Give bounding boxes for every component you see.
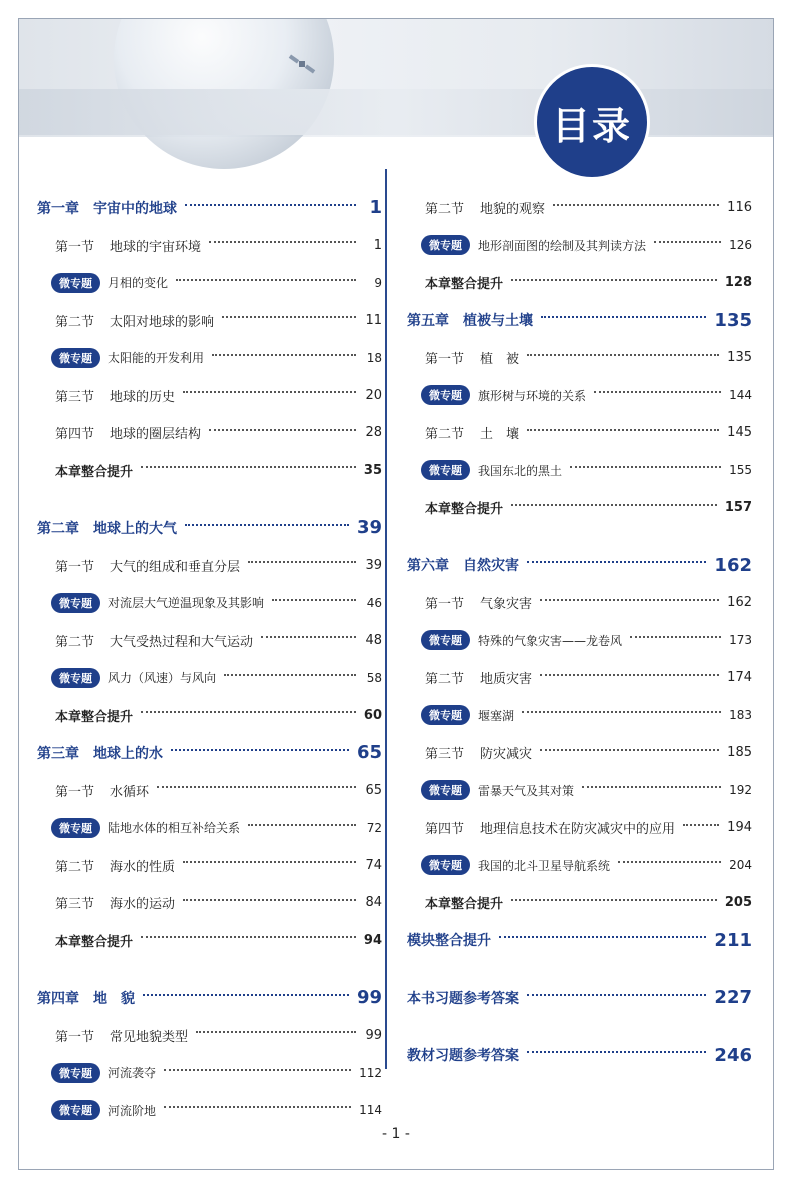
toc-page-number: 39 (365, 557, 382, 573)
toc-entry-topic[interactable] (37, 809, 382, 847)
dot-leader (527, 1051, 706, 1053)
toc-entry-summary[interactable] (407, 264, 752, 302)
micro-topic-badge: 微专题 (421, 235, 470, 255)
toc-entry-title: 对流层大气逆温现象及其影响 (108, 596, 265, 611)
toc-page-number: 99 (356, 987, 382, 1009)
toc-entry-title: 模块整合提升 (407, 933, 491, 950)
toc-entry-topic[interactable] (407, 622, 752, 660)
toc-entry-section[interactable] (37, 377, 382, 415)
micro-topic-badge: 微专题 (51, 1100, 100, 1120)
toc-entry-summary[interactable] (407, 489, 752, 527)
toc-entry-topic[interactable] (407, 772, 752, 810)
toc-page-number: 204 (729, 858, 752, 873)
toc-entry-section[interactable] (407, 809, 752, 847)
toc-entry-topic[interactable] (407, 697, 752, 735)
toc-page-number: 183 (729, 708, 752, 723)
dot-leader (527, 354, 719, 356)
toc-page-number: 20 (365, 387, 382, 403)
toc-page-number: 58 (366, 670, 382, 685)
toc-page-number: 48 (365, 632, 382, 648)
micro-topic-badge: 微专题 (51, 593, 100, 613)
toc-page-number: 60 (363, 707, 382, 723)
toc-page-number: 1 (373, 237, 382, 253)
micro-topic-badge: 微专题 (51, 1063, 100, 1083)
toc-page-number: 99 (365, 1027, 382, 1043)
toc-entry-summary[interactable] (407, 884, 752, 922)
toc-entry-topic[interactable] (37, 1092, 382, 1130)
column-divider (385, 169, 387, 1069)
dot-leader (553, 204, 719, 206)
toc-entry-chapter[interactable] (407, 547, 752, 585)
spacer (407, 1017, 752, 1037)
toc-entry-topic[interactable] (407, 847, 752, 885)
toc-entry-title: 地球的圈层结构 (110, 427, 202, 443)
section-number: 第三节 (425, 747, 465, 763)
toc-page-number: 1 (369, 197, 382, 219)
dot-leader (248, 824, 356, 826)
toc-entry-title: 气象灾害 (480, 597, 533, 613)
toc-entry-title: 常见地貌类型 (110, 1029, 189, 1045)
toc-page-number: 135 (727, 350, 752, 366)
toc-entry-topic[interactable] (407, 377, 752, 415)
toc-page-number: 39 (356, 517, 382, 539)
toc-entry-chapter[interactable] (407, 1037, 752, 1075)
toc-entry-title: 第四章 地 貌 (37, 990, 135, 1007)
toc-page-number: 128 (724, 275, 752, 291)
toc-title: 目录 (551, 103, 632, 148)
toc-page-number: 205 (724, 895, 752, 911)
header-banner (19, 19, 773, 137)
toc-title-badge (537, 67, 647, 177)
toc-entry-chapter[interactable] (37, 979, 382, 1017)
dot-leader (209, 429, 356, 431)
toc-page-number: 112 (359, 1065, 382, 1080)
toc-entry-title: 我国东北的黑土 (478, 463, 563, 478)
section-number: 第二节 (55, 859, 95, 875)
dot-leader (157, 786, 356, 788)
toc-entry-chapter[interactable] (37, 734, 382, 772)
toc-page-number: 84 (365, 895, 382, 911)
toc-entry-title: 我国的北斗卫星导航系统 (478, 858, 611, 873)
toc-entry-title: 太阳对地球的影响 (110, 314, 215, 330)
toc-page-number: 35 (363, 462, 382, 478)
toc-page-number: 246 (714, 1044, 752, 1066)
toc-entry-title: 地理信息技术在防灾减灾中的应用 (480, 822, 676, 838)
dot-leader (511, 504, 717, 506)
micro-topic-badge: 微专题 (51, 348, 100, 368)
toc-page-number: 28 (365, 425, 382, 441)
micro-topic-badge: 微专题 (51, 668, 100, 688)
toc-page-number: 155 (729, 463, 752, 478)
micro-topic-badge: 微专题 (421, 780, 470, 800)
toc-entry-title: 地球的历史 (110, 389, 176, 405)
dot-leader (527, 994, 706, 996)
section-number: 第二节 (55, 634, 95, 650)
section-number: 第四节 (55, 427, 95, 443)
dot-leader (540, 599, 719, 601)
toc-entry-title: 第一章 宇宙中的地球 (37, 200, 177, 217)
micro-topic-badge: 微专题 (51, 818, 100, 838)
dot-leader (527, 561, 706, 563)
section-number: 第一节 (55, 1029, 95, 1045)
toc-entry-chapter[interactable] (407, 302, 752, 340)
toc-entry-title: 地球的宇宙环境 (110, 239, 202, 255)
spacer (407, 527, 752, 547)
toc-page-number: 157 (724, 500, 752, 516)
dot-leader (183, 861, 356, 863)
spacer (37, 959, 382, 979)
toc-entry-section[interactable] (37, 547, 382, 585)
dot-leader (527, 429, 719, 431)
toc-entry-summary[interactable] (37, 452, 382, 490)
toc-entry-title: 本章整合提升 (55, 464, 134, 480)
toc-entry-topic[interactable] (37, 1054, 382, 1092)
toc-page-number: 174 (727, 670, 752, 686)
section-number: 第一节 (55, 559, 95, 575)
toc-entry-section[interactable] (407, 189, 752, 227)
toc-entry-title: 风力（风速）与风向 (108, 671, 217, 686)
toc-entry-summary[interactable] (37, 697, 382, 735)
toc-entry-title: 教材习题参考答案 (407, 1048, 519, 1065)
toc-page-number: 135 (714, 309, 752, 331)
toc-page-number: 162 (727, 595, 752, 611)
toc-entry-topic[interactable] (37, 339, 382, 377)
dot-leader (522, 711, 721, 713)
toc-entry-title: 雷暴天气及其对策 (478, 783, 575, 798)
toc-right-column (407, 189, 752, 1074)
dot-leader (185, 524, 349, 526)
toc-page-number: 114 (359, 1103, 382, 1118)
section-number: 第三节 (55, 389, 95, 405)
toc-entry-title: 第六章 自然灾害 (407, 558, 519, 575)
toc-entry-chapter[interactable] (407, 979, 752, 1017)
toc-entry-title: 第二章 地球上的大气 (37, 520, 177, 537)
toc-page-number: 144 (729, 388, 752, 403)
toc-entry-title: 本章整合提升 (55, 934, 134, 950)
toc-entry-section[interactable] (407, 414, 752, 452)
toc-entry-title: 第三章 地球上的水 (37, 745, 163, 762)
toc-entry-summary[interactable] (37, 922, 382, 960)
toc-entry-section[interactable] (37, 414, 382, 452)
toc-entry-topic[interactable] (407, 452, 752, 490)
dot-leader (511, 899, 717, 901)
header-strip (19, 89, 773, 135)
toc-page-number: 65 (365, 782, 382, 798)
toc-page-number: 194 (727, 820, 752, 836)
section-number: 第二节 (55, 314, 95, 330)
dot-leader (212, 354, 356, 356)
dot-leader (141, 466, 356, 468)
toc-page-number: 18 (366, 350, 382, 365)
spacer (37, 489, 382, 509)
toc-page-number: 46 (366, 595, 382, 610)
dot-leader (683, 824, 719, 826)
toc-entry-topic[interactable] (407, 227, 752, 265)
dot-leader (654, 241, 721, 243)
toc-entry-section[interactable] (37, 847, 382, 885)
section-number: 第一节 (425, 597, 465, 613)
toc-page-number: 162 (714, 554, 752, 576)
dot-leader (582, 786, 721, 788)
dot-leader (171, 749, 349, 751)
dot-leader (222, 316, 356, 318)
toc-page-number: 72 (366, 820, 382, 835)
dot-leader (164, 1069, 351, 1071)
toc-entry-chapter[interactable] (37, 189, 382, 227)
toc-entry-title: 地貌的观察 (480, 202, 546, 218)
toc-entry-title: 水循环 (110, 784, 150, 800)
toc-entry-title: 河流袭夺 (108, 1066, 157, 1081)
toc-entry-section[interactable] (37, 227, 382, 265)
micro-topic-badge: 微专题 (421, 705, 470, 725)
section-number: 第一节 (425, 352, 465, 368)
toc-entry-title: 堰塞湖 (478, 708, 515, 723)
dot-leader (183, 391, 356, 393)
toc-page-number: 192 (729, 783, 752, 798)
toc-entry-title: 太阳能的开发利用 (108, 351, 205, 366)
satellite-icon (287, 49, 317, 79)
toc-entry-title: 本章整合提升 (425, 897, 504, 913)
dot-leader (541, 316, 706, 318)
toc-entry-section[interactable] (37, 302, 382, 340)
toc-page-number: 65 (356, 742, 382, 764)
toc-entry-title: 防灾减灾 (480, 747, 533, 763)
toc-entry-title: 月相的变化 (108, 276, 169, 291)
toc-page-number: 173 (729, 633, 752, 648)
toc-entry-title: 本章整合提升 (425, 277, 504, 293)
section-number: 第二节 (425, 672, 465, 688)
dot-leader (196, 1031, 356, 1033)
toc-page-number: 11 (365, 312, 382, 328)
micro-topic-badge: 微专题 (421, 460, 470, 480)
toc-entry-section[interactable] (407, 734, 752, 772)
dot-leader (594, 391, 721, 393)
toc-entry-title: 旗形树与环境的关系 (478, 388, 587, 403)
dot-leader (540, 749, 719, 751)
toc-entry-title: 海水的性质 (110, 859, 176, 875)
toc-entry-section[interactable] (37, 622, 382, 660)
toc-entry-title: 特殊的气象灾害——龙卷风 (478, 633, 623, 648)
toc-entry-topic[interactable] (37, 659, 382, 697)
toc-entry-section[interactable] (407, 584, 752, 622)
toc-entry-section[interactable] (407, 339, 752, 377)
micro-topic-badge: 微专题 (51, 273, 100, 293)
dot-leader (248, 561, 356, 563)
dot-leader (141, 936, 356, 938)
toc-entry-title: 本章整合提升 (55, 709, 134, 725)
toc-entry-title: 海水的运动 (110, 897, 176, 913)
micro-topic-badge: 微专题 (421, 855, 470, 875)
spacer (407, 959, 752, 979)
toc-entry-topic[interactable] (37, 584, 382, 622)
toc-entry-topic[interactable] (37, 264, 382, 302)
dot-leader (143, 994, 349, 996)
section-number: 第一节 (55, 784, 95, 800)
dot-leader (630, 636, 721, 638)
dot-leader (499, 936, 706, 938)
section-number: 第四节 (425, 822, 465, 838)
toc-page-number: 211 (714, 929, 752, 951)
toc-entry-section[interactable] (37, 884, 382, 922)
dot-leader (511, 279, 717, 281)
toc-entry-section[interactable] (37, 1017, 382, 1055)
micro-topic-badge: 微专题 (421, 385, 470, 405)
toc-left-column (37, 189, 382, 1129)
toc-entry-title: 大气受热过程和大气运动 (110, 634, 254, 650)
page-frame (18, 18, 774, 1170)
toc-entry-title: 本书习题参考答案 (407, 990, 519, 1007)
toc-entry-title: 土 壤 (480, 427, 520, 443)
toc-page-number: 145 (727, 425, 752, 441)
toc-page-number: 185 (727, 745, 752, 761)
toc-entry-title: 植 被 (480, 352, 520, 368)
dot-leader (272, 599, 356, 601)
dot-leader (570, 466, 721, 468)
toc-entry-section[interactable] (407, 659, 752, 697)
page-number: - 1 - (382, 1126, 410, 1142)
toc-entry-title: 本章整合提升 (425, 502, 504, 518)
toc-entry-title: 地形剖面图的绘制及其判读方法 (478, 238, 647, 253)
micro-topic-badge: 微专题 (421, 630, 470, 650)
dot-leader (224, 674, 356, 676)
dot-leader (183, 899, 356, 901)
dot-leader (209, 241, 356, 243)
toc-entry-chapter[interactable] (407, 922, 752, 960)
dot-leader (164, 1106, 351, 1108)
toc-page-number: 227 (714, 987, 752, 1009)
toc-page-number: 9 (374, 275, 382, 290)
dot-leader (176, 279, 356, 281)
toc-entry-title: 地质灾害 (480, 672, 533, 688)
section-number: 第二节 (425, 202, 465, 218)
dot-leader (261, 636, 356, 638)
toc-page-number: 94 (363, 932, 382, 948)
dot-leader (540, 674, 719, 676)
toc-entry-chapter[interactable] (37, 509, 382, 547)
dot-leader (185, 204, 356, 206)
toc-entry-title: 陆地水体的相互补给关系 (108, 821, 241, 836)
toc-entry-title: 大气的组成和垂直分层 (110, 559, 241, 575)
toc-page-number: 74 (365, 857, 382, 873)
section-number: 第二节 (425, 427, 465, 443)
toc-entry-title: 河流阶地 (108, 1103, 157, 1118)
toc-entry-section[interactable] (37, 772, 382, 810)
toc-page-number: 116 (727, 200, 752, 216)
toc-page-number: 126 (729, 238, 752, 253)
section-number: 第一节 (55, 239, 95, 255)
dot-leader (618, 861, 721, 863)
section-number: 第三节 (55, 897, 95, 913)
toc-entry-title: 第五章 植被与土壤 (407, 313, 533, 330)
dot-leader (141, 711, 356, 713)
